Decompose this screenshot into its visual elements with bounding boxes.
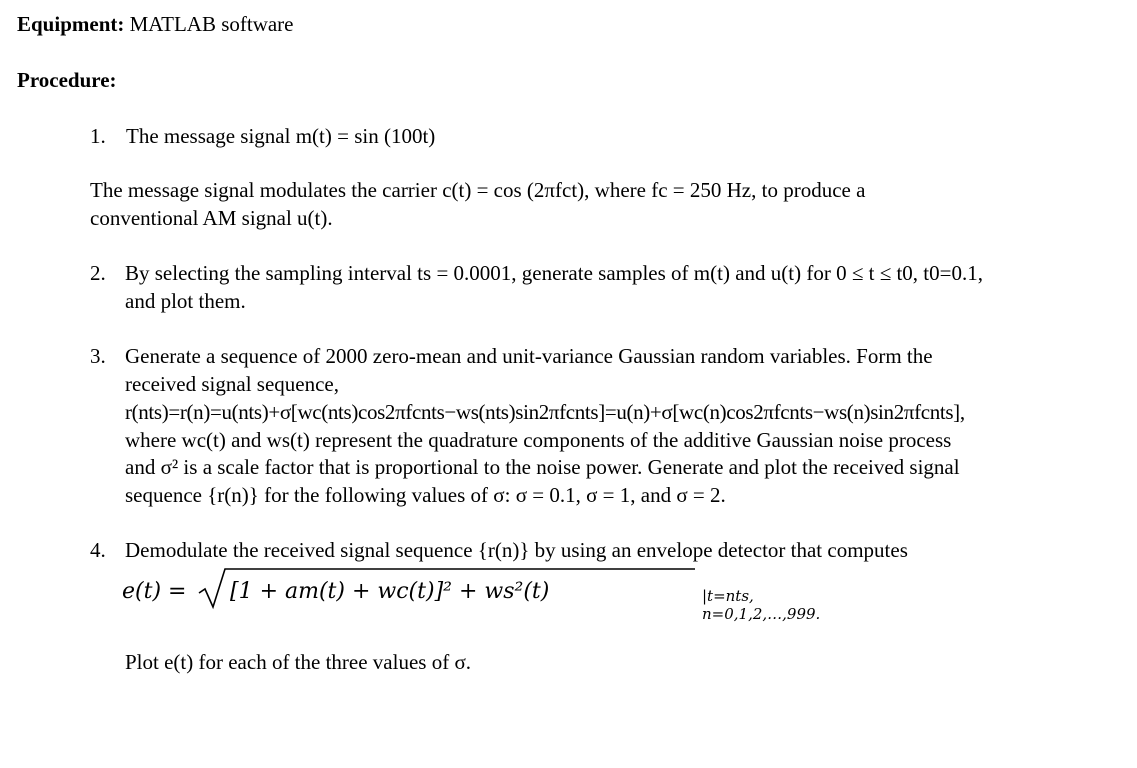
procedure-label: Procedure: (17, 68, 117, 92)
step-3-line-4: where wc(t) and ws(t) represent the quadrature components of the additive Gaussian noise process (125, 428, 952, 452)
step-1-number: 1. (90, 124, 106, 148)
carrier-paragraph-line-1: The message signal modulates the carrier c(t) = cos (2πfct), where fc = 250 Hz, to produce a (90, 178, 866, 202)
step-3-line-1: Generate a sequence of 2000 zero-mean and unit-variance Gaussian random variables. Form the (125, 344, 933, 368)
equipment-line (17, 10, 294, 38)
step-4-line-2: Plot e(t) for each of the three values of σ. (125, 650, 472, 674)
formula-lhs: e(t) = (122, 579, 187, 604)
step-3-line-6: sequence {r(n)} for the following values of σ: σ = 0.1, σ = 1, and σ = 2. (125, 483, 726, 507)
formula-evaluation: |t=nts, n=0,1,2,…,999. (702, 587, 821, 623)
equipment-label: Equipment: (17, 12, 125, 36)
step-1 (90, 122, 435, 150)
step-3-equation: r(nts)=r(n)=u(nts)+σ[wc(nts)cos2πfcnts−ws(nts)sin2πfcnts]=u(n)+σ[wc(n)cos2πfcnts−ws(n)sin2πfcnts], (125, 400, 965, 424)
step-1-text: The message signal m(t) = sin (100t) (126, 124, 436, 148)
step-2-number: 2. (90, 261, 106, 285)
step-3-line-5: and σ² is a scale factor that is proportional to the noise power. Generate and plot the received signal (125, 455, 960, 479)
step-4-number: 4. (90, 538, 106, 562)
formula-radicand: [1 + am(t) + wc(t)]² + ws²(t) (230, 579, 550, 604)
step-2-line-2: and plot them. (125, 289, 246, 313)
procedure-heading (17, 66, 117, 94)
step-3-line-2: received signal sequence, (125, 372, 339, 396)
envelope-formula (122, 565, 842, 623)
step-4-line-1: Demodulate the received signal sequence {r(n)} by using an envelope detector that computes (125, 538, 908, 562)
carrier-paragraph-line-2: conventional AM signal u(t). (90, 206, 333, 230)
step-2-line-1: By selecting the sampling interval ts = 0.0001, generate samples of m(t) and u(t) for 0 ≤ t ≤ t0, t0=0.1, (125, 261, 983, 285)
step-3-number: 3. (90, 344, 106, 368)
equipment-value: MATLAB software (129, 12, 294, 36)
